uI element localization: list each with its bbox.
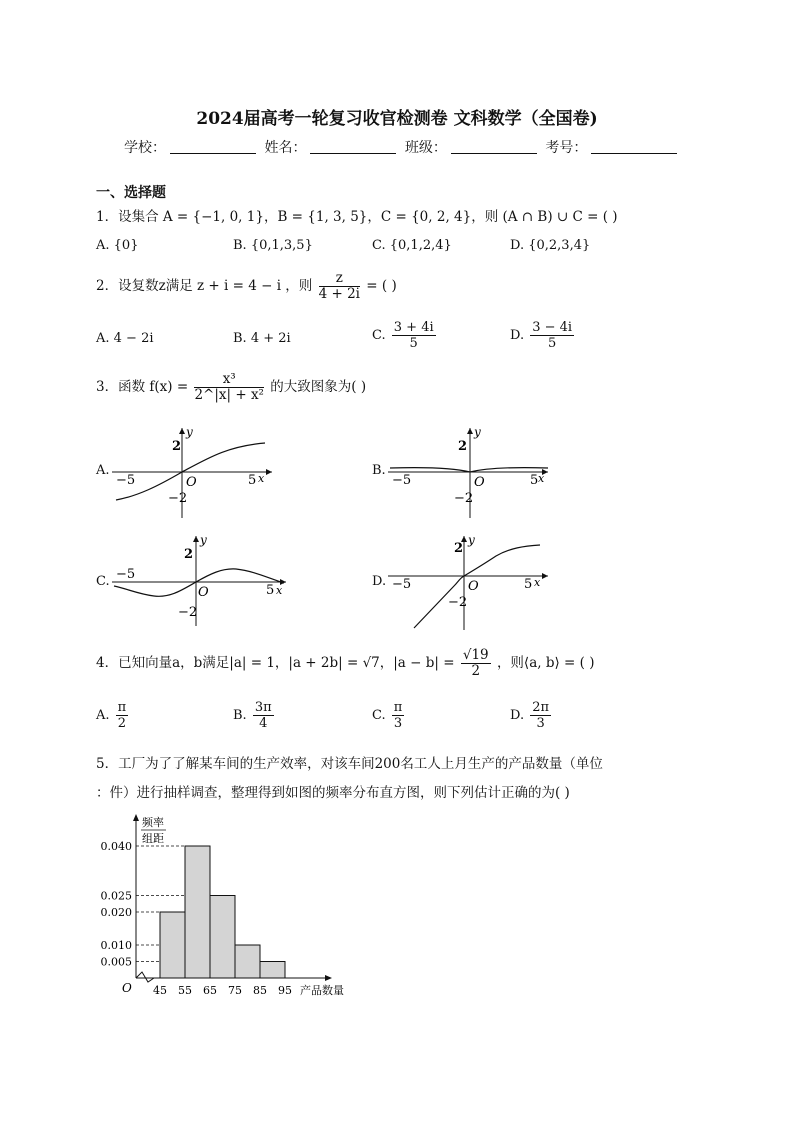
x-tick-label: 95 bbox=[278, 984, 292, 997]
tick-neg2: −2 bbox=[178, 605, 198, 620]
q4-c-label: C. bbox=[372, 708, 386, 723]
q4-d-den: 3 bbox=[536, 716, 545, 731]
x-axis-arrow-icon bbox=[542, 573, 548, 579]
q2-c-num: 3 + 4i bbox=[393, 320, 434, 335]
q2-frac-den: 4 + 2i bbox=[318, 286, 360, 302]
school-blank[interactable] bbox=[170, 139, 256, 154]
x-tick-5: 5 bbox=[530, 473, 539, 488]
class-blank[interactable] bbox=[451, 139, 537, 154]
x-tick-5: 5 bbox=[524, 577, 533, 592]
q4-fraction bbox=[461, 648, 491, 679]
y-tick-label: 0.010 bbox=[100, 939, 132, 952]
x-label: x bbox=[538, 472, 545, 485]
class-label: 班级： bbox=[404, 140, 447, 156]
q4-d-fraction bbox=[530, 700, 551, 731]
q4-stem-pre: 4．已知向量a，b满足|a| = 1，|a + 2b| = √7，|a − b| = bbox=[96, 655, 455, 671]
q4-d-label: D. bbox=[510, 708, 525, 723]
q3-frac-den: 2^|x| + x² bbox=[194, 387, 264, 403]
tick-neg2: −2 bbox=[448, 595, 468, 610]
q4-b-fraction bbox=[253, 700, 274, 731]
histogram-bar bbox=[235, 945, 260, 978]
q4-a-fraction bbox=[116, 700, 129, 731]
q4-stem-post: ，则⟨a, b⟩ = ( ) bbox=[496, 655, 595, 671]
q1-option-c[interactable]: C. {0,1,2,4} bbox=[372, 238, 452, 253]
y-label: y bbox=[474, 425, 481, 439]
origin-label: O bbox=[474, 475, 485, 490]
curve bbox=[390, 468, 548, 472]
histogram-bar bbox=[260, 962, 285, 979]
x-tick-label: 45 bbox=[153, 984, 167, 997]
q3-option-a-label[interactable]: A. bbox=[96, 463, 110, 478]
q2-c-label: C. bbox=[372, 328, 386, 343]
x-tick-label: 55 bbox=[178, 984, 192, 997]
y-label: y bbox=[186, 425, 193, 439]
q4-a-num: π bbox=[117, 700, 127, 715]
q4-d-num: 2π bbox=[532, 700, 550, 715]
y-tick-label: 0.040 bbox=[100, 840, 132, 853]
q2-d-fraction bbox=[530, 320, 574, 351]
origin-label: O bbox=[198, 585, 209, 600]
y-label: y bbox=[200, 533, 207, 547]
q4-a-den: 2 bbox=[117, 716, 127, 731]
q3-option-c-label[interactable]: C. bbox=[96, 574, 110, 589]
q2-option-b[interactable]: B. 4 + 2i bbox=[233, 331, 291, 346]
q2-frac-num: z bbox=[319, 271, 360, 287]
q3-graph-d bbox=[384, 532, 554, 632]
question-5-line-2: ：件）进行抽样调查，整理得到如图的频率分布直方图，则下列估计正确的为( ) bbox=[96, 785, 570, 801]
q2-d-label: D. bbox=[510, 328, 525, 343]
q3-fraction bbox=[194, 372, 264, 403]
origin-label: O bbox=[468, 579, 479, 594]
section-heading: 一、选择题 bbox=[96, 185, 166, 201]
q4-c-den: 3 bbox=[393, 716, 403, 731]
question-4-stem bbox=[96, 648, 594, 679]
q3-graph-b bbox=[384, 424, 554, 520]
histogram-bar bbox=[210, 896, 235, 979]
school-label: 学校： bbox=[124, 140, 166, 156]
q3-stem-pre: 3．函数 f(x) = bbox=[96, 379, 189, 395]
q1-option-d[interactable]: D. {0,2,3,4} bbox=[510, 238, 591, 253]
x-tick-label: 75 bbox=[228, 984, 242, 997]
y-tick-label: 0.025 bbox=[100, 889, 132, 903]
y-axis-label-top: 频率 bbox=[142, 816, 164, 829]
q2-stem-post: = ( ) bbox=[366, 278, 397, 294]
tick-2: 2 bbox=[172, 439, 182, 454]
q2-d-den: 5 bbox=[548, 336, 557, 351]
q4-option-b[interactable] bbox=[233, 700, 276, 731]
question-3-stem bbox=[96, 372, 366, 403]
q3-stem-post: 的大致图象为( ) bbox=[270, 379, 367, 395]
q2-option-d[interactable] bbox=[510, 320, 576, 351]
x-axis-arrow-icon bbox=[325, 975, 332, 981]
q2-c-den: 5 bbox=[409, 336, 418, 351]
q1-option-b[interactable]: B. {0,1,3,5} bbox=[233, 238, 313, 253]
origin-label: O bbox=[186, 475, 197, 490]
x-axis-arrow-icon bbox=[266, 469, 272, 475]
number-label: 考号： bbox=[545, 140, 588, 156]
x-tick-neg5: −5 bbox=[116, 473, 136, 488]
q4-c-num: π bbox=[393, 700, 403, 715]
q2-fraction bbox=[319, 271, 360, 302]
q4-frac-den: 2 bbox=[471, 663, 481, 679]
y-axis-arrow-icon bbox=[467, 428, 473, 434]
q1-option-a[interactable]: A. {0} bbox=[96, 238, 139, 253]
tick-neg2: −2 bbox=[168, 491, 188, 506]
histogram-bar bbox=[160, 912, 185, 978]
q3-option-d-label[interactable]: D. bbox=[372, 574, 387, 589]
x-label: x bbox=[276, 584, 283, 597]
q3-graph-c bbox=[108, 532, 293, 628]
histogram-bar bbox=[185, 846, 210, 978]
name-label: 姓名： bbox=[264, 140, 307, 156]
q4-a-label: A. bbox=[96, 708, 110, 723]
q4-option-c[interactable] bbox=[372, 700, 406, 731]
number-blank[interactable] bbox=[591, 139, 677, 154]
question-2-stem bbox=[96, 271, 397, 302]
tick-2: 2 bbox=[458, 439, 468, 454]
q4-option-d[interactable] bbox=[510, 700, 553, 731]
q3-option-b-label[interactable]: B. bbox=[372, 463, 386, 478]
q2-option-a[interactable]: A. 4 − 2i bbox=[96, 331, 154, 346]
q4-b-label: B. bbox=[233, 708, 247, 723]
q4-c-fraction bbox=[392, 700, 405, 731]
q2-d-num: 3 − 4i bbox=[532, 320, 573, 335]
x-tick-neg5: −5 bbox=[392, 473, 412, 488]
q4-b-num: 3π bbox=[254, 700, 272, 715]
origin-label: O bbox=[122, 981, 132, 995]
x-label: x bbox=[258, 472, 265, 485]
q2-stem-pre: 2．设复数z满足 z + i = 4 − i ，则 bbox=[96, 278, 313, 294]
q4-option-a[interactable] bbox=[96, 700, 130, 731]
q2-c-fraction bbox=[392, 320, 436, 351]
x-tick-neg5: −5 bbox=[116, 567, 136, 582]
x-tick-5: 5 bbox=[266, 583, 275, 598]
question-1-stem: 1．设集合 A = {−1, 0, 1}，B = {1, 3, 5}，C = {0, 2, 4}，则 (A ∩ B) ∪ C = ( ) bbox=[96, 209, 618, 225]
q3-frac-num: x³ bbox=[194, 372, 264, 388]
q2-option-c[interactable] bbox=[372, 320, 438, 351]
x-tick-5: 5 bbox=[248, 473, 257, 488]
student-info-row bbox=[124, 137, 681, 157]
y-label: y bbox=[468, 533, 475, 547]
name-blank[interactable] bbox=[310, 139, 396, 154]
x-tick-neg5: −5 bbox=[392, 577, 412, 592]
x-tick-label: 85 bbox=[253, 984, 267, 997]
axis-break-icon bbox=[136, 972, 154, 982]
page-title: 2024届高考一轮复习收官检测卷 文科数学（全国卷) bbox=[196, 109, 598, 129]
y-axis-arrow-icon bbox=[193, 536, 199, 542]
tick-2: 2 bbox=[184, 547, 194, 562]
y-axis-arrow-icon bbox=[179, 428, 185, 434]
q4-b-den: 4 bbox=[259, 716, 268, 731]
tick-2: 2 bbox=[454, 541, 464, 556]
q4-frac-num: √19 bbox=[462, 647, 489, 663]
y-axis-label-bottom: 组距 bbox=[142, 832, 164, 845]
y-tick-label: 0.005 bbox=[100, 955, 132, 969]
x-axis-label: 产品数量 bbox=[300, 984, 344, 997]
frequency-histogram bbox=[92, 808, 372, 1000]
q3-graph-a bbox=[108, 424, 278, 520]
question-5-line-1: 5．工厂为了了解某车间的生产效率，对该车间200名工人上月生产的产品数量（单位 bbox=[96, 756, 603, 772]
x-tick-label: 65 bbox=[203, 984, 217, 997]
x-label: x bbox=[534, 576, 541, 589]
y-tick-label: 0.020 bbox=[100, 906, 132, 919]
tick-neg2: −2 bbox=[454, 491, 474, 506]
y-axis-arrow-icon bbox=[133, 814, 139, 821]
